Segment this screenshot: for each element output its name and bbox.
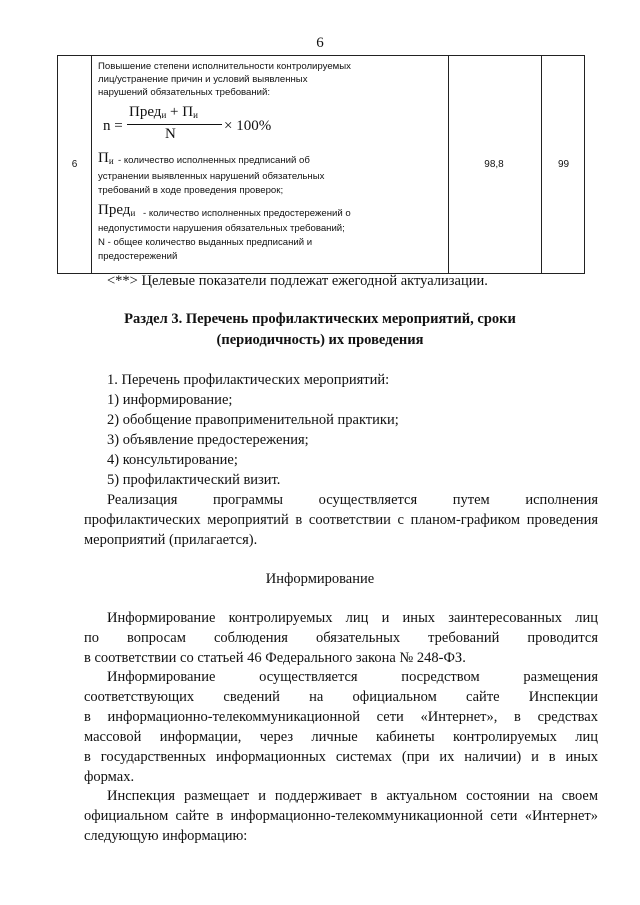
def-p-line: - количество исполненных предписаний об: [118, 155, 310, 166]
paragraph-line: следующую информацию:: [84, 828, 248, 844]
paragraph-line: в государственных информационных системах (при их наличии) и в иных: [84, 749, 598, 765]
paragraph-line: в информационно-телекоммуникационной сети «Интернет», в средствах: [84, 709, 598, 725]
indicator-value-2: 99: [557, 159, 570, 170]
page-number: 6: [316, 35, 324, 51]
list-item: 3) объявление предостережения;: [107, 432, 309, 448]
paragraph-line: по вопросам соблюдения обязательных требований проводится: [84, 630, 598, 646]
desc-line: лиц/устранение причин и условий выявленных: [98, 74, 308, 85]
section-title: Раздел 3. Перечень профилактических мероприятий, сроки: [124, 311, 516, 327]
row-number: 6: [71, 159, 78, 170]
fraction-bar: [127, 124, 222, 125]
def-p-line: требований в ходе проведения проверок;: [98, 185, 284, 196]
def-pred-line: недопустимости нарушения обязательных требований;: [98, 223, 345, 234]
paragraph-line: соответствующих сведений на официальном сайте Инспекции: [84, 689, 598, 705]
list-item: 2) обобщение правоприменительной практики;: [107, 412, 399, 428]
list-item: 4) консультирование;: [107, 452, 238, 468]
paragraph-line: официальном сайте в информационно-телекоммуникационной сети «Интернет»: [84, 808, 598, 824]
symbol-p: $П_и$: [98, 150, 114, 166]
formula-multiplier: × 100%: [224, 118, 272, 134]
paragraph-line: мероприятий (прилагается).: [84, 532, 258, 548]
formula: [103, 104, 303, 146]
section-title: (периодичность) их проведения: [216, 332, 424, 348]
list-item: 5) профилактический визит.: [107, 472, 281, 488]
list-item: 1) информирование;: [107, 392, 233, 408]
subheading: Информирование: [265, 571, 375, 587]
paragraph-line: в соответствии со статьей 46 Федерального закона № 248-ФЗ.: [84, 650, 466, 666]
indicator-table: [57, 55, 585, 274]
formula-denominator: N: [165, 126, 176, 142]
footnote: <**> Целевые показатели подлежат ежегодной актуализации.: [107, 273, 488, 289]
def-pred-line: предостережений: [98, 251, 178, 262]
desc-line: Повышение степени исполнительности контролируемых: [98, 61, 351, 72]
list-intro: 1. Перечень профилактических мероприятий:: [107, 372, 390, 388]
paragraph-line: профилактических мероприятий в соответствии с планом-графиком проведения: [84, 512, 598, 528]
desc-line: нарушений обязательных требований:: [98, 87, 271, 98]
formula-numerator: Пред$_и$ + $П_и$: [129, 104, 198, 120]
def-pred-line: N - общее количество выданных предписаний и: [98, 237, 313, 248]
def-pred-line: - количество исполненных предостережений о: [143, 208, 351, 219]
formula-lhs: n =: [103, 118, 123, 134]
paragraph-line: Инспекция размещает и поддерживает в актуальном состоянии на своем: [107, 788, 598, 804]
paragraph-line: массовой информации, через личные кабинеты контролируемых лиц: [84, 729, 598, 745]
indicator-description: [91, 56, 447, 273]
indicator-value-1: 98,8: [484, 159, 504, 170]
paragraph-line: Реализация программы осуществляется путем исполнения: [107, 492, 598, 508]
paragraph-line: Информирование осуществляется посредством размещения: [107, 669, 598, 685]
paragraph-line: Информирование контролируемых лиц и иных заинтересованных лиц: [107, 610, 598, 626]
paragraph-line: формах.: [84, 769, 135, 785]
def-p-line: устранении выявленных нарушений обязательных: [98, 171, 325, 182]
symbol-pred: Пред$_и$: [98, 202, 136, 218]
